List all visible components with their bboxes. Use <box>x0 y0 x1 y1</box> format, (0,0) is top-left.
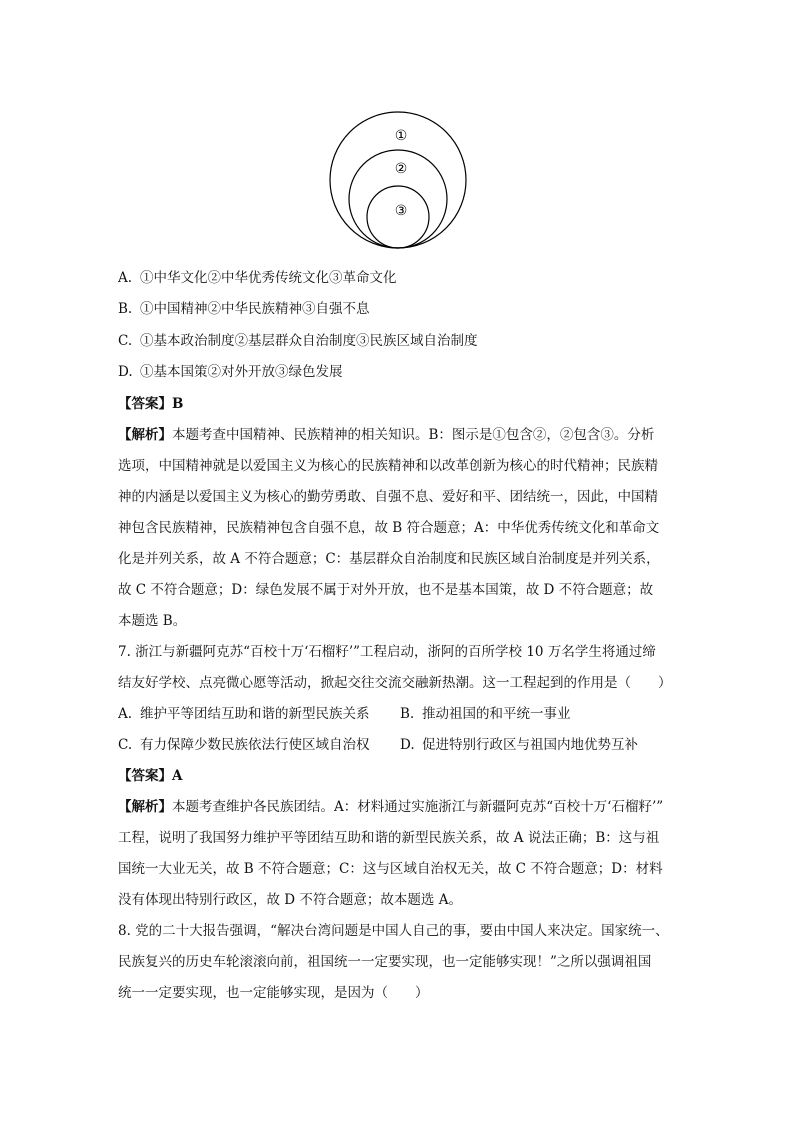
q6-analysis-line: 选项，中国精神就是以爱国主义为核心的民族精神和以改革创新为核心的时代精神；民族精 <box>118 458 658 474</box>
q6-option-b: B. ①中国精神②中华民族精神③自强不息 <box>118 301 370 317</box>
q8-stem-line: 统一一定要实现，也一定能够实现，是因为（ ） <box>118 985 429 1001</box>
circle-label-2: ② <box>394 161 408 177</box>
q6-option-c: C. ①基本政治制度②基层群众自治制度③民族区域自治制度 <box>118 333 478 349</box>
q8-stem-line: 8. 党的二十大报告强调，“解决台湾问题是中国人自己的事，要由中国人来决定。国家统一、 <box>118 923 669 939</box>
q7-option-c: C. 有力保障少数民族依法行使区域自治权 <box>118 737 370 753</box>
q8-stem-line: 民族复兴的历史车轮滚滚向前，祖国统一一定要实现，也一定能够实现！”之所以强调祖国 <box>118 954 652 970</box>
q7-analysis-line: 【解析】本题考查维护各民族团结。A：材料通过实施浙江与新疆阿克苏“百校十万‘石榴籽’” <box>118 799 664 815</box>
q7-option-d: D. 促进特别行政区与祖国内地优势互补 <box>400 737 638 753</box>
q7-analysis-line: 国统一大业无关，故 B 不符合题意；C：这与区域自治权无关，故 C 不符合题意；D：材料 <box>118 861 663 877</box>
q6-analysis-line: 化是并列关系，故 A 不符合题意；C：基层群众自治制度和民族区域自治制度是并列关系， <box>118 551 660 567</box>
q6-option-d: D. ①基本国策②对外开放③绿色发展 <box>118 364 343 380</box>
q7-options-row-2 <box>118 735 678 755</box>
q6-analysis-line: 故 C 不符合题意；D：绿色发展不属于对外开放，也不是基本国策，故 D 不符合题意；故 <box>118 582 654 598</box>
q6-option-a: A. ①中华文化②中华优秀传统文化③革命文化 <box>118 270 397 286</box>
q7-stem-line: 7. 浙江与新疆阿克苏“百校十万‘石榴籽’”工程启动，浙阿的百所学校 10 万名学生将通过缔 <box>118 644 656 660</box>
q7-options-row-1 <box>118 704 678 724</box>
q7-analysis-line: 没有体现出特别行政区，故 D 不符合题意；故本题选 A。 <box>118 892 462 908</box>
q7-option-a: A. 维护平等团结互助和谐的新型民族关系 <box>118 706 370 722</box>
q6-answer: 【答案】B <box>118 396 184 412</box>
q7-analysis-line: 工程，说明了我国努力维护平等团结互助和谐的新型民族关系，故 A 说法正确；B：这与祖 <box>118 830 660 846</box>
q7-stem-line: 结友好学校、点亮微心愿等活动，掀起交往交流交融新热潮。这一工程起到的作用是（ ） <box>118 675 672 691</box>
q7-option-b: B. 推动祖国的和平统一事业 <box>400 706 571 722</box>
q6-analysis-line: 神的内涵是以爱国主义为核心的勤劳勇敢、自强不息、爱好和平、团结统一，因此，中国精 <box>118 489 658 505</box>
q7-answer: 【答案】A <box>118 768 183 784</box>
circle-label-3: ③ <box>394 203 408 219</box>
nested-circles-diagram <box>322 110 474 250</box>
q6-analysis-line: 本题选 B。 <box>118 613 187 629</box>
circle-label-1: ① <box>394 128 408 144</box>
q6-analysis-line: 【解析】本题考查中国精神、民族精神的相关知识。B：图示是①包含②，②包含③。分析 <box>118 427 655 443</box>
q6-analysis-line: 神包含民族精神，民族精神包含自强不息，故 B 符合题意；A：中华优秀传统文化和革命文 <box>118 520 660 536</box>
